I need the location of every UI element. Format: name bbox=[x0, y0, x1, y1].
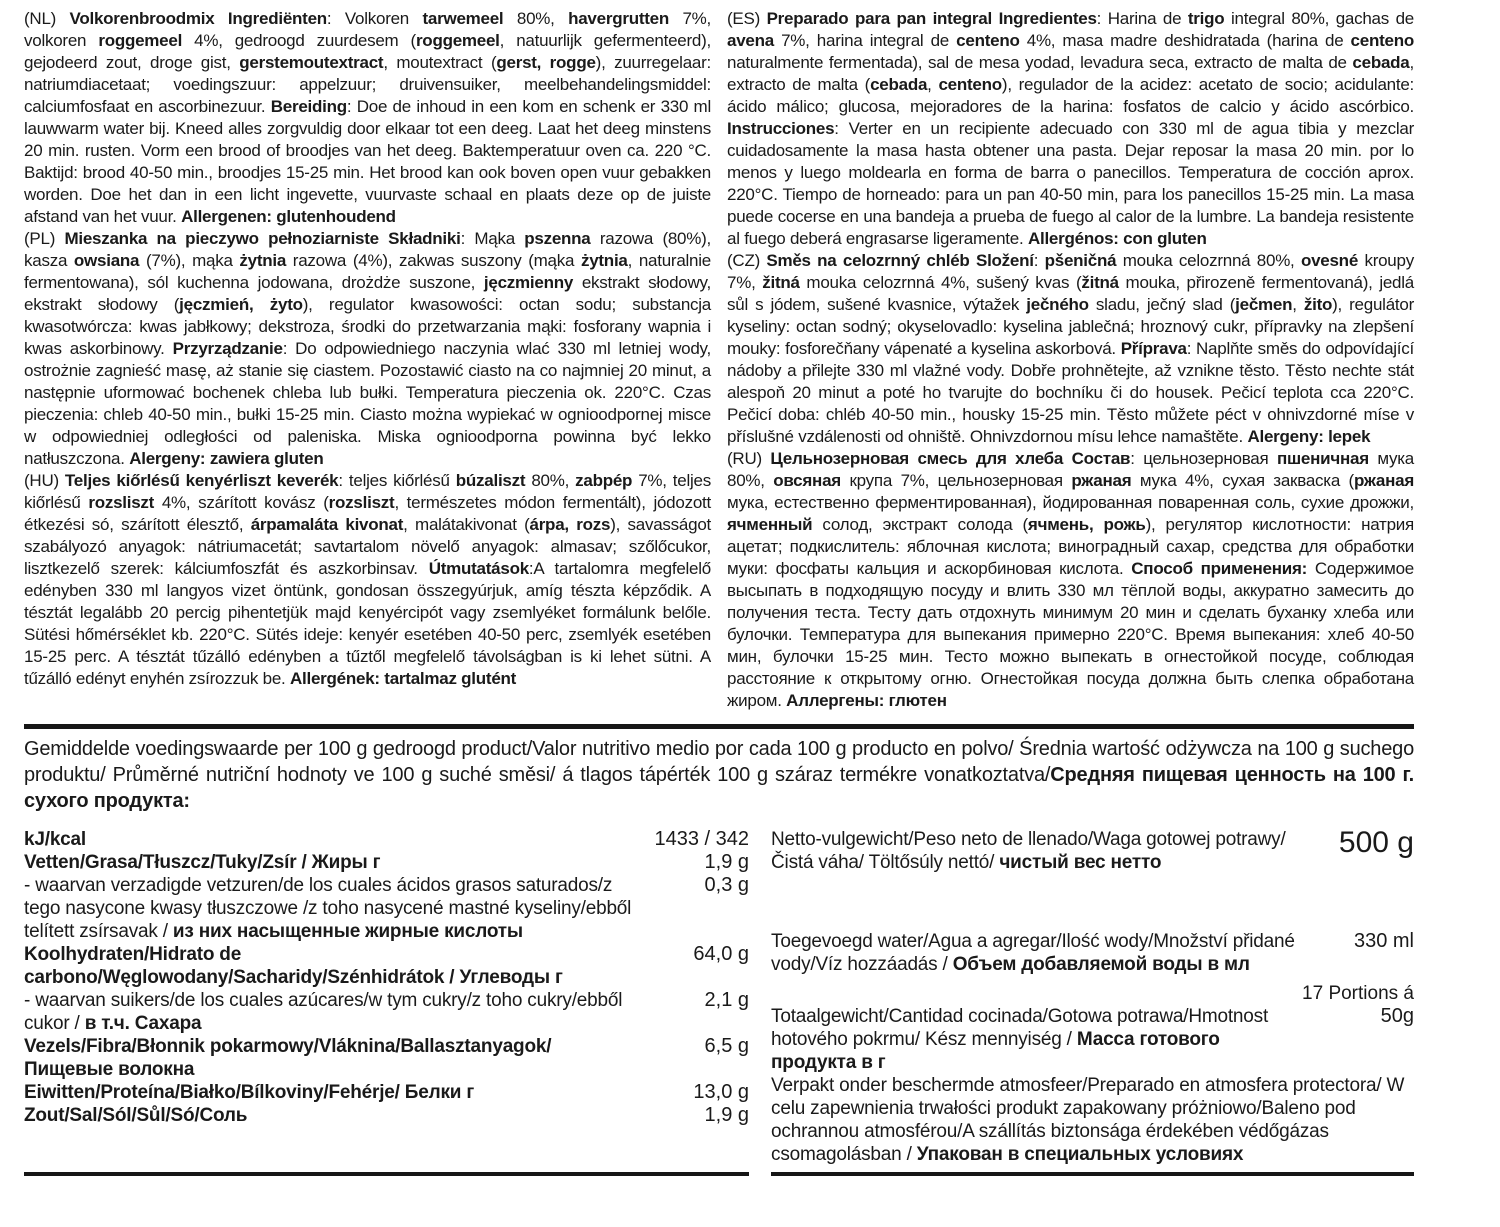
nutrition-row bbox=[771, 930, 1414, 976]
nutrition-right-table bbox=[771, 828, 1414, 1176]
paragraph-es: (ES) Preparado para pan integral Ingredientes: Harina de trigo integral 80%, gachas de avena 7%, harina integral de centeno 4%, masa madre deshidratada (harina de centeno naturalmente fermentada), sal de mesa yodad, levadura seca, extracto de malta de cebada, extracto de malta (cebada, centeno), regulador de la acidez: acetato de socio; acidulante: ácido málico; glucosa, mejoradores de la harina: fosfatos de calcio y ácido ascórbico. Instrucciones: Verter en un recipiente adecuado con 330 ml de agua tibia y mezclar cuidadosamente la masa hasta obtener una pasta. Dejar reposar la masa 20 min. por lo menos y luego moldearla en forma de barra o panecillos. Temperatura de cocción aprox. 220°C. Tiempo de horneado: para un pan 40-50 min, para los panecillos 15-25 min. La masa puede cocerse en una bandeja a prueba de fuego al calor de la lumbre. La bandeja resistente al fuego deberá engrasarse ligeramente. Allergénos: con gluten bbox=[727, 9, 1415, 248]
section-divider-rule bbox=[24, 724, 1414, 729]
nutrition-row-label: Vetten/Grasa/Tłuszcz/Tuky/Zsír / Жиры г bbox=[24, 852, 381, 873]
nutrition-row-label: Vezels/Fibra/Błonnik pokarmowy/Vláknina/Ballasztanyagok/ Пищевые волокна bbox=[24, 1036, 552, 1080]
nutrition-row-value: 500 g bbox=[1338, 826, 1414, 859]
nutrition-row bbox=[24, 989, 749, 1035]
nutrition-row-value: 50g bbox=[1380, 1005, 1414, 1027]
nutrition-row-label: Toegevoegd water/Agua a agregar/Ilość wody/Množství přidané vody/Víz hozzáadás / Объем добавляемой воды в мл bbox=[771, 931, 1295, 975]
ingredients-right-column bbox=[727, 8, 1414, 712]
nutrition-row bbox=[771, 1074, 1414, 1166]
nutrition-row-label: Koolhydraten/Hidrato de carbono/Węglowodany/Sacharidy/Szénhidrátok / Углеводы г bbox=[24, 944, 563, 988]
nutrition-row-label: kJ/kcal bbox=[24, 829, 86, 850]
nutrition-row-value: 330 ml bbox=[1353, 930, 1414, 952]
nutrition-row bbox=[24, 1035, 749, 1081]
nutrition-row-value: 6,5 g bbox=[704, 1035, 750, 1057]
ingredients-section bbox=[24, 8, 1414, 712]
nutrition-row bbox=[24, 874, 749, 943]
paragraph-cz: (CZ) Směs na celozrnný chléb Složení: pšeničná mouka celozrnná 80%, ovesné kroupy 7%, žitná mouka celozrnná 4%, sušený kvas (žitná mouka, přirozeně fermentovaná), jedlá sůl s jódem, sušené kvasnice, výtažek ječného sladu, ječný slad (ječmen, žito), regulátor kyseliny: octan sodný; okyselovadlo: kyselina jablečná; hroznový cukr, přípravky na zlepšení mouky: fosforečňany vápenaté a kyselina askorbová. Příprava: Naplňte směs do odpovídající nádoby a přilejte 330 ml vlažné vody. Dobře prohnětejte, až vznikne těsto. Těsto nechte stát alespoň 20 minut a poté ho tvarujte do bochníku či do housek. Pečicí teplota cca 220°C. Pečicí doba: chléb 40-50 min., housky 15-25 min. Těsto můžete péct v ohnivzdorné míse v příslušné vzdálenosti od ohniště. Ohnivzdornou mísu lehce namaštěte. Alergeny: lepek bbox=[727, 251, 1414, 446]
nutrition-row-value: 13,0 g bbox=[693, 1081, 750, 1103]
portions-note: 17 Portions á bbox=[1302, 983, 1414, 1004]
nutrition-row-value: 0,3 g bbox=[704, 874, 750, 896]
nutrition-row bbox=[771, 828, 1414, 874]
paragraph-nl: (NL) Volkorenbroodmix Ingrediënten: Volkoren tarwemeel 80%, havergrutten 7%, volkoren roggemeel 4%, gedroogd zuurdesem (roggemeel, natuurlijk gefermenteerd), gejodeerd zout, droge gist, gerstemoutextract, moutextract (gerst, rogge), zuurregelaar: natriumdiacetaat; voedingszuur: appelzuur; druivensuiker, meelbehandelingsmiddel: calciumfosfaat en ascorbinezuur. Bereiding: Doe de inhoud in een kom en schenk er 330 ml lauwwarm water bij. Kneed alles zorgvuldig door elkaar tot een deeg. Laat het deeg minstens 20 min. rusten. Vorm een brood of broodjes van het deeg. Baktemperatuur oven ca. 220 °C. Baktijd: brood 40-50 min., broodjes 15-25 min. Het brood kan ook boven open vuur gebakken worden. Doe het dan in een licht ingevette, vuurvaste schaal en plaats deze op de juiste afstand van het vuur. Allergenen: glutenhoudend bbox=[24, 9, 712, 226]
nutrition-row bbox=[24, 943, 749, 989]
nutrition-section bbox=[24, 828, 1414, 1176]
nutrition-row-value: 1,9 g bbox=[704, 1104, 750, 1126]
ingredients-left-column bbox=[24, 8, 711, 712]
nutrition-row-value: 2,1 g bbox=[704, 989, 750, 1011]
nutrition-header: Gemiddelde voedingswaarde per 100 g gedroogd product/Valor nutritivo medio por cada 100 g producto en polvo/ Średnia wartość odżywcza na 100 g suchego produktu/ Průměrné nutriční hodnoty ve 100 g suché směsi/ á tlagos tápérték 100 g száraz termékre vonatkoztatva/Средняя пищевая ценность на 100 г. сухого продукта: bbox=[24, 738, 1415, 812]
nutrition-row bbox=[24, 1081, 749, 1104]
nutrition-row-label: Eiwitten/Proteína/Białko/Bílkoviny/Fehérje/ Белки г bbox=[24, 1082, 475, 1103]
paragraph-pl: (PL) Mieszanka na pieczywo pełnoziarniste Składniki: Mąka pszenna razowa (80%), kasza owsiana (7%), mąka żytnia razowa (4%), zakwas suszony (mąka żytnia, naturalnie fermentowana), sól kuchenna jodowana, drożdże suszone, jęczmienny ekstrakt słodowy, ekstrakt słodowy (jęczmień, żyto), regulator kwasowości: octan sodu; substancja kwasotwórcza: kwas jabłkowy; dekstroza, środki do przetwarzania mąki: fosforany wapnia i kwas askorbinowy. Przyrządzanie: Do odpowiedniego naczynia wlać 330 ml letniej wody, ostrożnie zagnieść masę, aż stanie się ciastem. Pozostawić ciasto na co najmniej 20 minut, a następnie uformować bochenek chleba lub bułki. Temperatura pieczenia ok. 220°C. Czas pieczenia: chleb 40-50 min., bułki 15-25 min. Ciasto można wypiekać w ognioodpornej misce w odpowiedniej odległości od paleniska. Miska ognioodporna powinna być lekko natłuszczona. Alergeny: zawiera gluten bbox=[24, 229, 712, 468]
nutrition-row-value: 1,9 g bbox=[704, 851, 750, 873]
paragraph-ru: (RU) Цельнозерновая смесь для хлеба Состав: цельнозерновая пшеничная мука 80%, овсяная крупа 7%, цельнозерновая ржаная мука 4%, сухая закваска (ржаная мука, естественно ферментированная), йодированная поваренная соль, сухие дрожжи, ячменный солод, экстракт солода (ячмень, рожь), регулятор кислотности: натрия ацетат; подкислитель: яблочная кислота; виноградный сахар, средства для обработки муки: фосфаты кальция и аскорбиновая кислота. Способ применения: Содержимое высыпать в подходящую посуду и влить 330 мл тёплой воды, аккуратно замесить до получения теста. Тесту дать отдохнуть минимум 20 мин и сделать буханку хлеба или булочки. Температура для выпекания примерно 220°С. Время выпекания: хлеб 40-50 мин, булочки 15-25 мин. Тесто можно выпекать в огнестойкой посуде, соблюдая расстояние к открытому огню. Огнестойкая посуда должна быть слепка обработана жиром. Аллергены: глютен bbox=[727, 449, 1415, 710]
nutrition-row bbox=[24, 828, 749, 851]
paragraph-hu: (HU) Teljes kiőrlésű kenyérliszt keverék: teljes kiőrlésű búzaliszt 80%, zabpép 7%, teljes kiőrlésű rozsliszt 4%, szárított kovász (rozsliszt, természetes módon fermentált), jódozott étkezési só, szárított élesztő, árpamaláta kivonat, malátakivonat (árpa, rozs), savasságot szabályozó anyagok: nátriumacetát; savtartalom növelő anyagok: almasav; szőlőcukor, lisztkezelő szerek: kálciumfoszfát és aszkorbinsav. Útmutatások:A tartalomra megfelelő edényben 330 ml langyos vizet öntünk, gondosan összegyúrjuk, amíg tészta képződik. A tésztát legalább 20 percig pihentetjük majd kenyércipót vagy zsemlyéket formálunk belőle. Sütési hőmérséklet kb. 220°C. Sütés ideje: kenyér esetében 40-50 perc, zsemlyék esetében 15-25 perc. A tésztát tűzálló edényben a tűztől megfelelő távolságban is ki lehet sütni. A tűzálló edényt enyhén zsírozzuk be. Allergének: tartalmaz glutént bbox=[24, 471, 712, 688]
nutrition-left-table bbox=[24, 828, 749, 1176]
nutrition-row bbox=[771, 1005, 1414, 1074]
nutrition-row-label: - waarvan verzadigde vetzuren/de los cuales ácidos grasos saturados/z tego nasycone kwasy tłuszczowe /z toho nasycené mastné kyseliny/ebből telített zsírsavak / из них насыщенные жирные кислоты bbox=[24, 875, 632, 942]
nutrition-row-value: 1433 / 342 bbox=[654, 828, 750, 850]
nutrition-row bbox=[24, 851, 749, 874]
nutrition-row-label: Totaalgewicht/Cantidad cocinada/Gotowa potrawa/Hmotnost hotového pokrmu/ Kész mennyiség / Масса готового продукта в г bbox=[771, 1006, 1269, 1073]
nutrition-row-value: 64,0 g bbox=[693, 943, 750, 965]
nutrition-row-label: Netto-vulgewicht/Peso neto de llenado/Waga gotowej potrawy/Čistá váha/ Töltősúly nettó/ чистый вес нетто bbox=[771, 829, 1286, 873]
nutrition-row-label: - waarvan suikers/de los cuales azúcares/w tym cukry/z toho cukry/ebből cukor / в т.ч. Сахара bbox=[24, 990, 623, 1034]
nutrition-row-label: Zout/Sal/Sól/Sůl/Só/Соль bbox=[24, 1105, 248, 1126]
nutrition-row bbox=[24, 1104, 749, 1127]
nutrition-row-label: Verpakt onder beschermde atmosfeer/Preparado en atmosfera protectora/ W celu zapewnienia trwałości produkt zapakowany próżniowo/Baleno pod ochrannou atmosférou/A szállítás biztonsága érdekében védőgázas csomagolásban / Упакован в специальных условиях bbox=[771, 1075, 1405, 1165]
